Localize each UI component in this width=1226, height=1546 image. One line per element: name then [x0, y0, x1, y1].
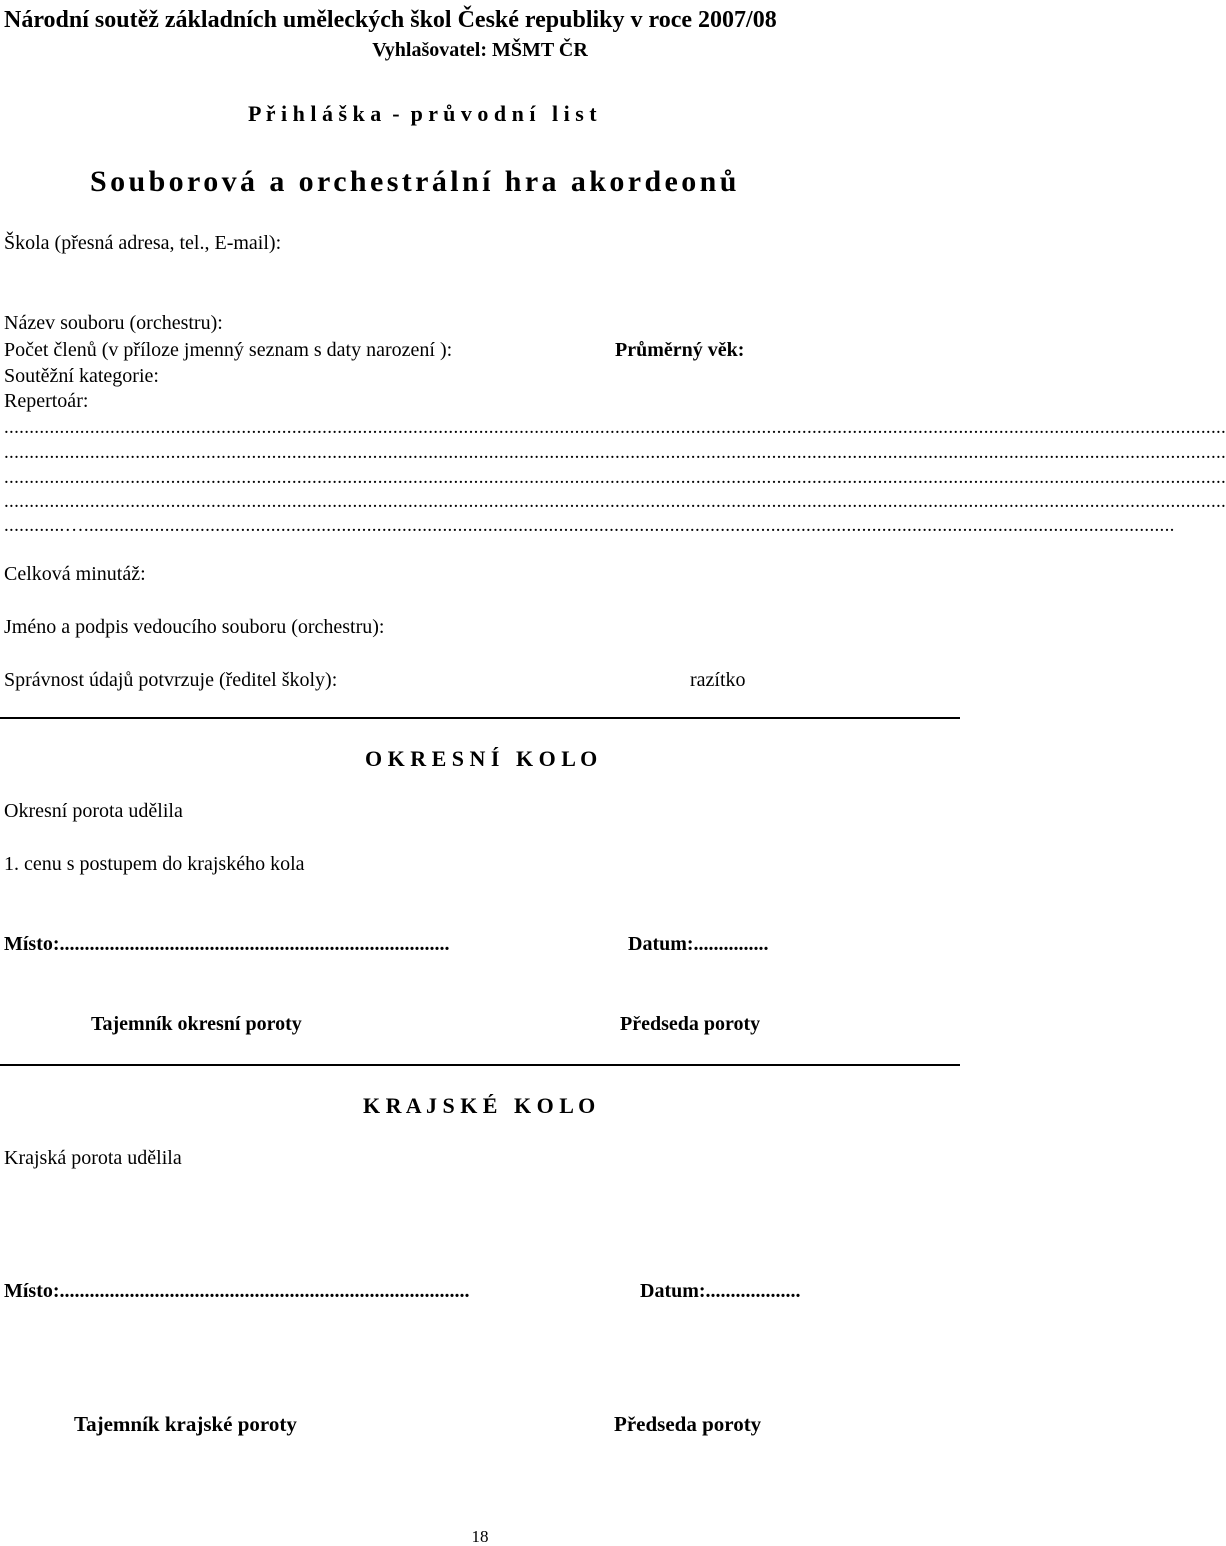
discipline-heading: Souborová a orchestrální hra akordeonů	[90, 165, 740, 198]
district-jury-awarded: Okresní porota udělila	[4, 800, 183, 822]
category-label: Soutěžní kategorie:	[4, 365, 159, 387]
repertoire-line: ............…........................................................................................................................................................................................................................	[4, 515, 1175, 536]
regional-date-field: Datum:...................	[640, 1280, 801, 1302]
regional-secretary-label: Tajemník krajské poroty	[74, 1412, 297, 1436]
members-count-label: Počet členů (v příloze jmenný seznam s daty narození ):	[4, 339, 453, 361]
form-type-heading: P ř i h l á š k a - p r ů v o d n í l i s t	[248, 101, 597, 126]
director-confirmation-label: Správnost údajů potvrzuje (ředitel školy):	[4, 669, 338, 691]
page-number: 18	[471, 1527, 489, 1546]
total-time-label: Celková minutáž:	[4, 563, 146, 585]
stamp-label: razítko	[690, 669, 746, 691]
announcer-line: Vyhlašovatel: MŠMT ČR	[372, 39, 588, 61]
school-label: Škola (přesná adresa, tel., E-mail):	[4, 232, 282, 254]
ensemble-name-label: Název souboru (orchestru):	[4, 312, 223, 334]
district-prize: 1. cenu s postupem do krajského kola	[4, 853, 305, 875]
document-title: Národní soutěž základních uměleckých škol České republiky v roce 2007/08	[4, 7, 777, 33]
regional-jury-awarded: Krajská porota udělila	[4, 1147, 182, 1169]
repertoire-line: ..................................................................................................................................................................................................................................................	[4, 467, 1226, 488]
repertoire-line: ..................................................................................................................................................................................................................................................	[4, 491, 1226, 512]
district-round-heading: O K R E S N Í K O L O	[365, 746, 598, 771]
repertoire-line: ..................................................................................................................................................................................................................................................	[4, 442, 1226, 463]
leader-signature-label: Jméno a podpis vedoucího souboru (orchestru):	[4, 616, 385, 638]
section-divider	[0, 717, 960, 719]
district-secretary-label: Tajemník okresní poroty	[91, 1013, 302, 1035]
district-place-field: Místo:..............................................................................	[4, 933, 450, 955]
regional-round-heading: K R A J S K É K O L O	[363, 1093, 596, 1118]
repertoire-line: ..................................................................................................................................................................................................................................................	[4, 417, 1226, 438]
repertoire-label: Repertoár:	[4, 390, 89, 412]
regional-chair-label: Předseda poroty	[614, 1412, 762, 1436]
average-age-label: Průměrný věk:	[615, 339, 745, 361]
regional-place-field: Místo:..................................................................................	[4, 1280, 470, 1302]
section-divider	[0, 1064, 960, 1066]
district-date-field: Datum:...............	[628, 933, 769, 955]
district-chair-label: Předseda poroty	[620, 1013, 761, 1035]
